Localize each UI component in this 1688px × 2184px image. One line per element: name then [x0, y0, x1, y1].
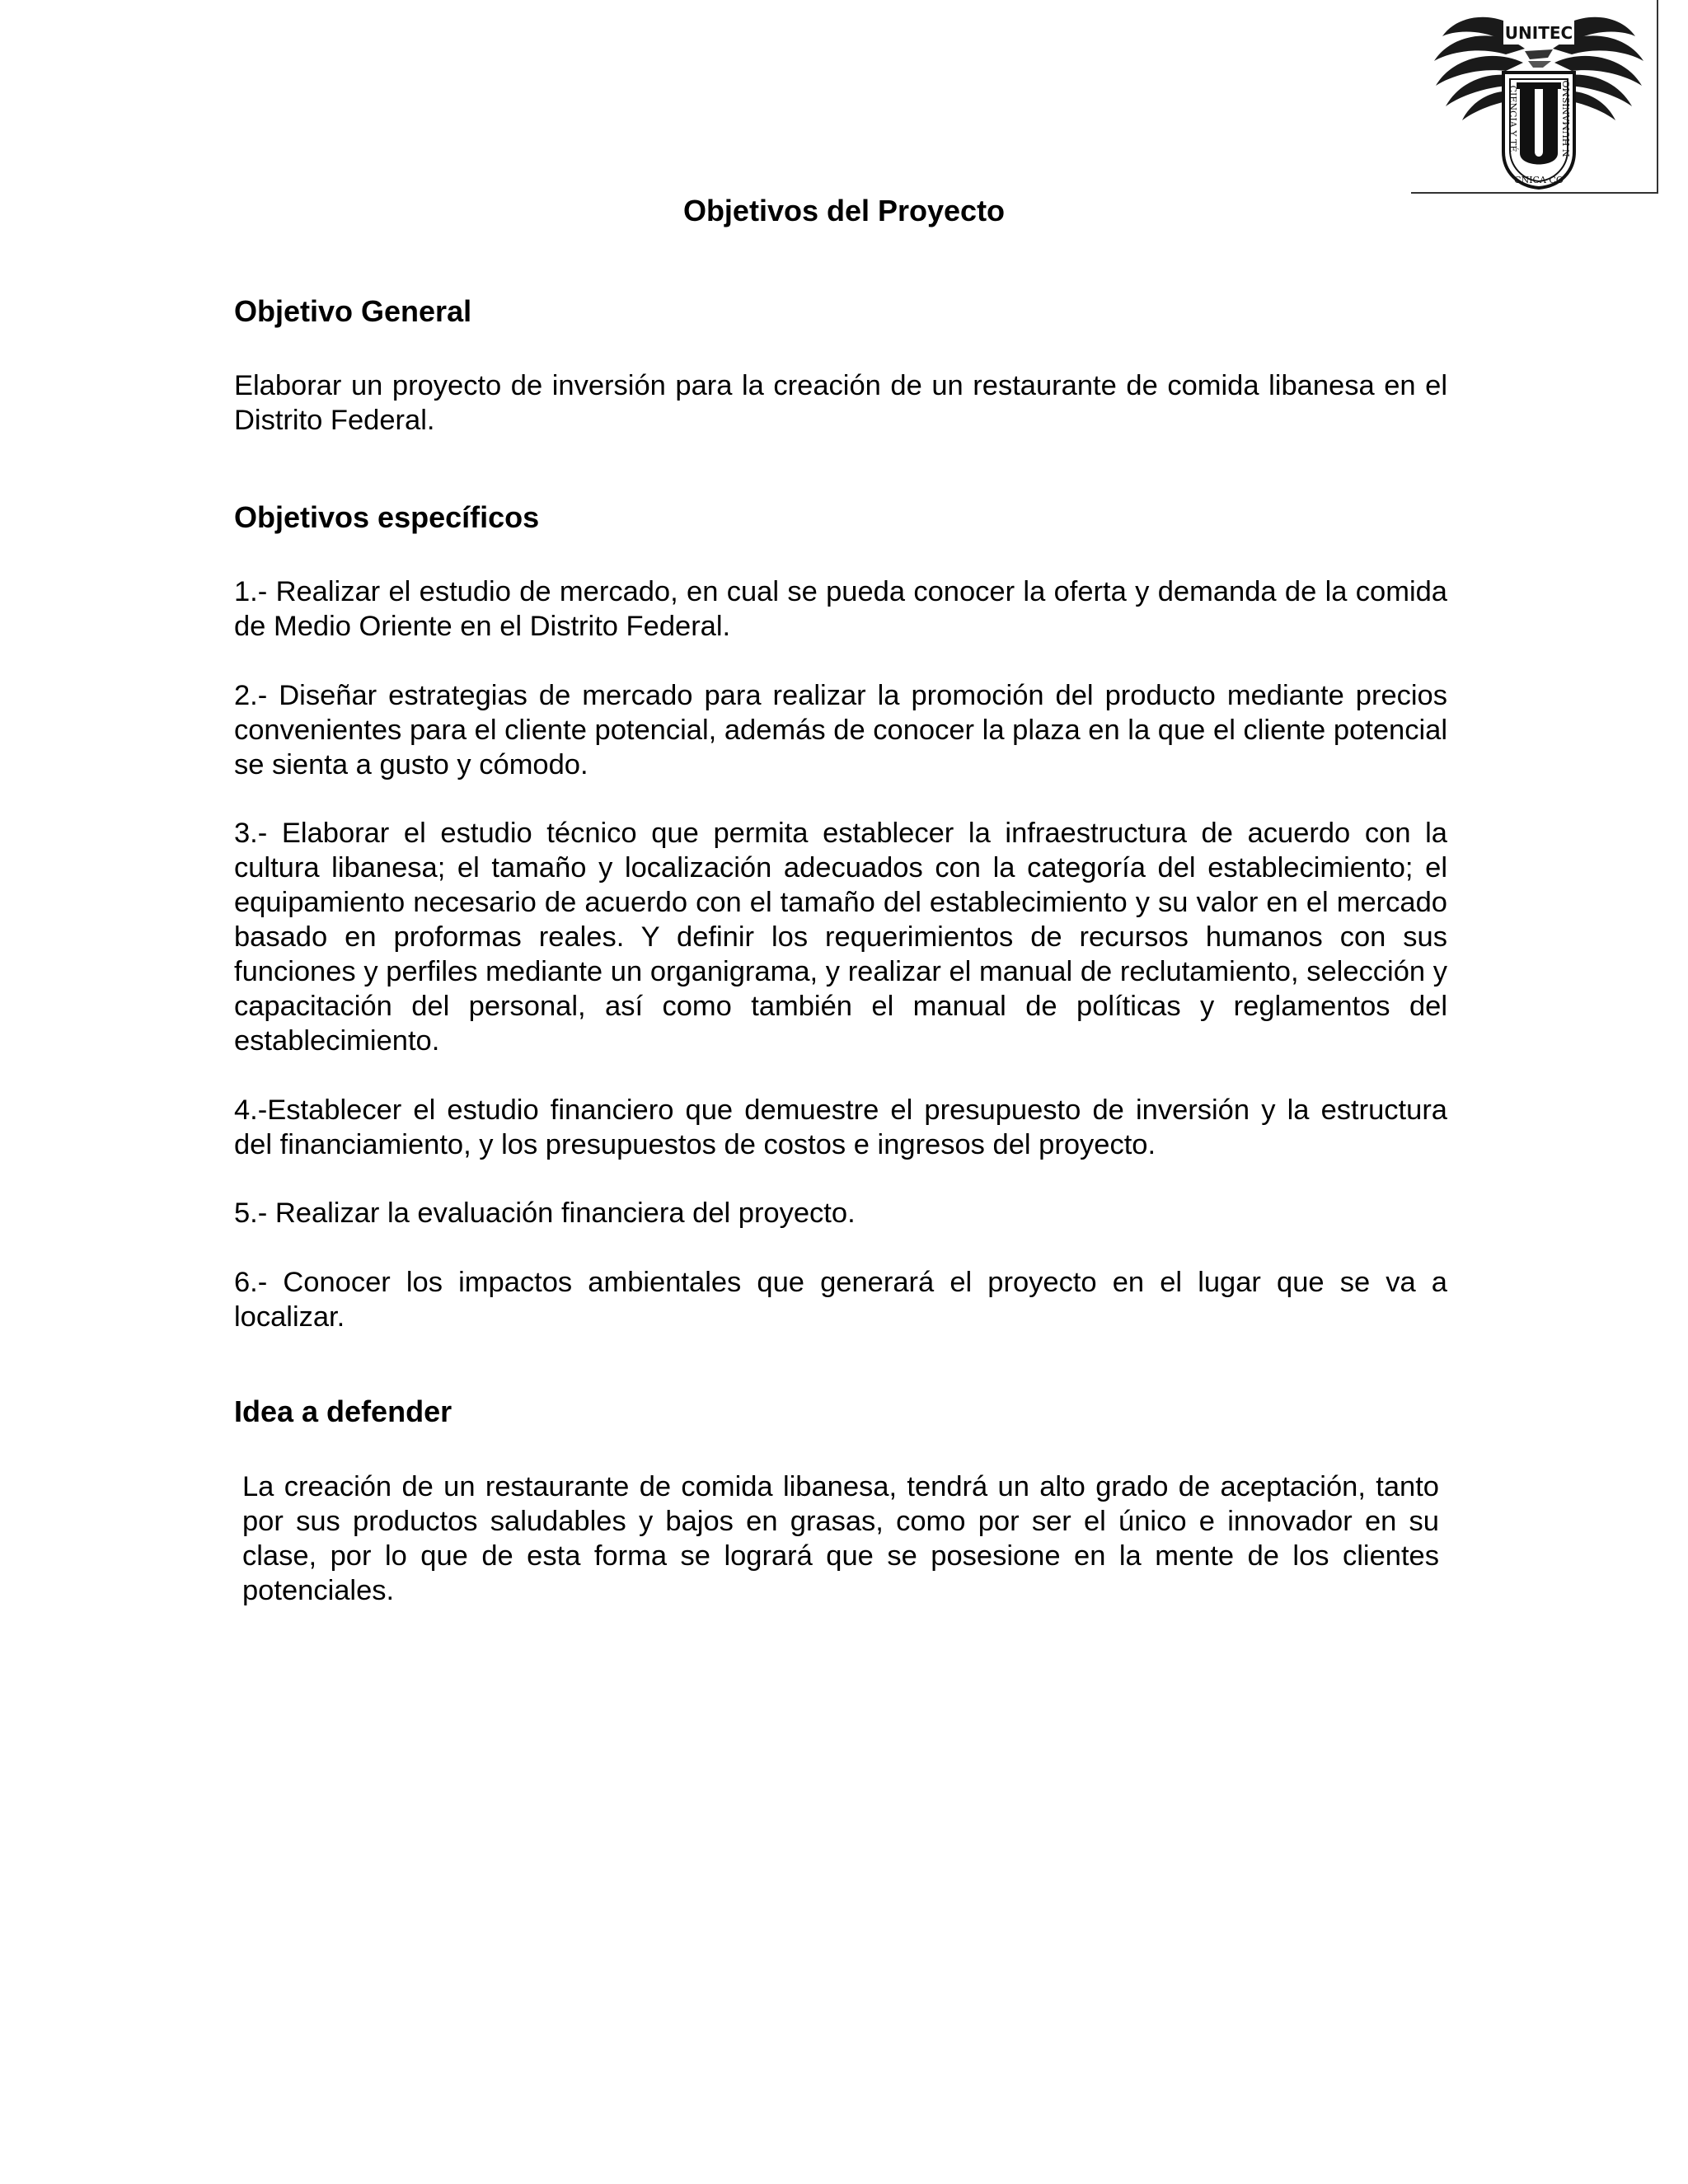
heading-objetivo-general: Objetivo General	[234, 294, 472, 328]
list-item-objetivo-4: 4.-Establecer el estudio financiero que demuestre el presupuesto de inversión y la estructura del financiamiento, y los presupuestos de costos e ingresos del proyecto.	[234, 1094, 1447, 1160]
paragraph-idea-a-defender: La creación de un restaurante de comida libanesa, tendrá un alto grado de aceptación, tanto por sus productos saludables y bajos en grasas, como por ser el único e innovador en su clase, por lo que de esta forma se logrará que se posesione en la mente de los clientes potenciales.	[242, 1471, 1439, 1606]
list-item-objetivo-1: 1.- Realizar el estudio de mercado, en cual se pueda conocer la oferta y demanda de la comida de Medio Oriente en el Distrito Federal.	[234, 576, 1447, 642]
svg-text:UNITEC: UNITEC	[1504, 23, 1573, 43]
list-item-objetivo-5: 5.- Realizar la evaluación financiera del proyecto.	[234, 1197, 856, 1229]
heading-objetivos-especificos: Objetivos específicos	[234, 500, 540, 534]
unitec-logo-icon	[1428, 3, 1650, 191]
svg-text:CNICA CO: CNICA CO	[1514, 175, 1564, 185]
document-title: Objetivos del Proyecto	[682, 194, 1006, 227]
svg-text:N HUMANISMO: N HUMANISMO	[1561, 80, 1572, 157]
list-item-objetivo-6: 6.- Conocer los impactos ambientales que generará el proyecto en el lugar que se va a localizar.	[234, 1267, 1447, 1333]
list-item-objetivo-2: 2.- Diseñar estrategias de mercado para realizar la promoción del producto mediante precios convenientes para el cliente potencial, además de conocer la plaza en la que el cliente potencial se sienta a gusto y cómodo.	[234, 680, 1447, 780]
list-item-objetivo-3: 3.- Elaborar el estudio técnico que permita establecer la infraestructura de acuerdo con la cultura libanesa; el tamaño y localización adecuados con la categoría del establecimiento; el equipamiento necesario de acuerdo con el tamaño del establecimiento y su valor en el mercado basado en proformas reales. Y definir los requerimientos de recursos humanos con sus funciones y perfiles mediante un organigrama, y realizar el manual de reclutamiento, selección y capacitación del personal, así como también el manual de políticas y reglamentos del establecimiento.	[234, 818, 1447, 1057]
paragraph-objetivo-general: Elaborar un proyecto de inversión para la creación de un restaurante de comida libanesa en el Distrito Federal.	[234, 370, 1447, 436]
logo-frame	[1411, 0, 1658, 194]
heading-idea-a-defender: Idea a defender	[234, 1394, 452, 1428]
svg-text:CIENCIA Y TÉ: CIENCIA Y TÉ	[1507, 85, 1518, 152]
